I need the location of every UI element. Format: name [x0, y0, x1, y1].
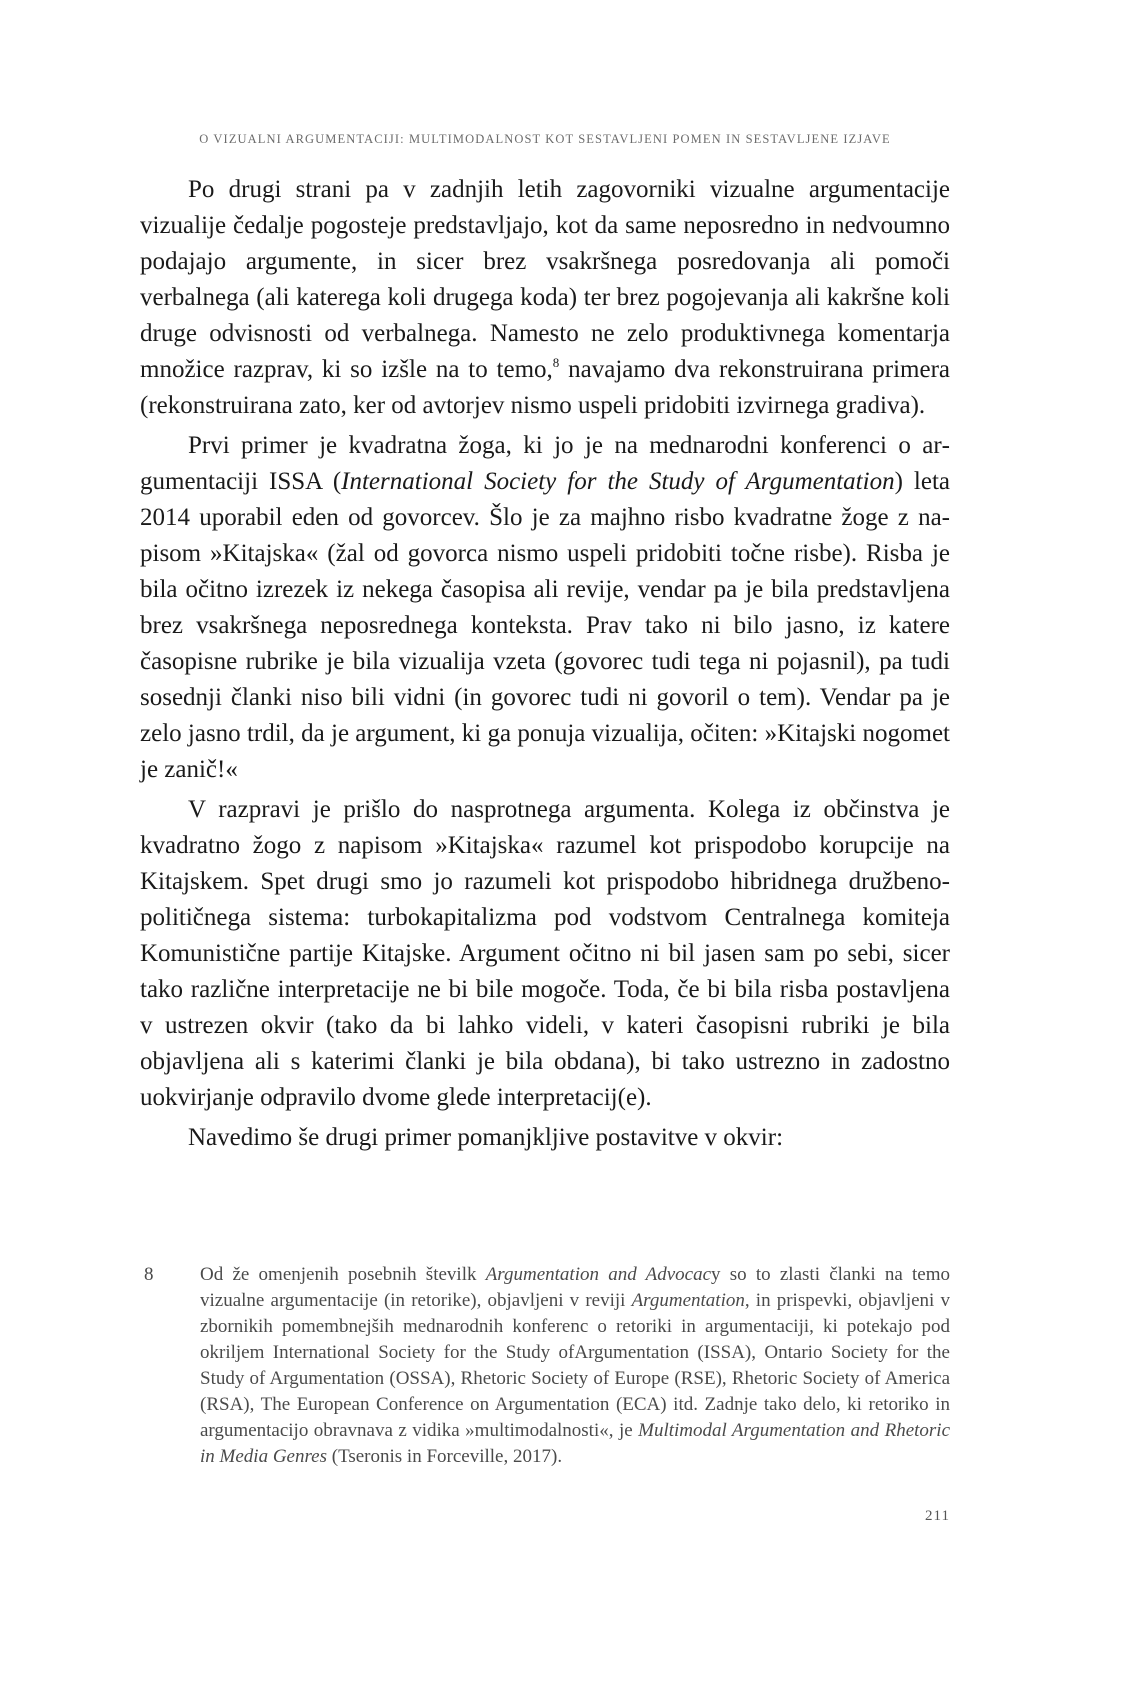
- footnote: [140, 1262, 950, 1470]
- main-text: [140, 172, 950, 1160]
- italic-title: International Society for the Study of Argumentation: [341, 468, 895, 495]
- footnote-number: 8: [144, 1264, 154, 1285]
- paragraph: Prvi primer je kvadratna žoga, ki jo je na mednarodni konferenci o argumentaciji ISSA (International Society for the Study of Argumentation) leta 2014 uporabil eden od govorcev. Šlo je za majhno risbo kvadratne žoge z napisom »Kitajska« (žal od govorca nismo uspeli pridobiti točne risbe). Risba je bila očitno izrezek iz nekega časopisa ali revije, vendar pa je bila predstavljena brez vsakršnega neposrednega konteksta. Prav tako ni bilo jasno, iz katere časopisne rubrike je bila vizualija vzeta (govorec tudi tega ni pojasnil), pa tudi sosednji članki niso bili vidni (in govorec tudi ni govoril o tem). Vendar pa je zelo jasno trdil, da je argument, ki ga ponuja vizualija, očiten: »Kitajski nogomet je zanič!«: [140, 432, 950, 783]
- running-header: O VIZUALNI ARGUMENTACIJI: MULTIMODALNOST KOT SESTAVLJENI POMEN IN SESTAVLJENE IZJAVE: [199, 132, 891, 146]
- footnote-reference[interactable]: 8: [552, 355, 560, 370]
- paragraph: Navedimo še drugi primer pomanjkljive postavitve v okvir:: [188, 1124, 784, 1151]
- footnote-text: Od že omenjenih posebnih številk Argumentation and Advocacy so to zlasti članki na temo vizualne argumentacije (in retorike), objavljeni v reviji Argumentation, in prispevki, objavljeni v zbornikih pomembnejših mednarodnih konferenc o retoriki in argumentaciji, ki potekajo pod okriljem International Society for the Study ofArgumentation (ISSA), Ontario Society for the Study of Argumentation (OSSA), Rhetoric Society of Europe (RSE), Rhetoric Society of America (RSA), The European Conference on Argumentation (ECA) itd. Zadnje tako delo, ki retoriko in argumentacijo obravnava z vidika »multimodalnosti«, je Multimodal Argumentation and Rhetoric in Media Genres (Tseronis in Forceville, 2017).: [200, 1264, 951, 1467]
- paragraph: Po drugi strani pa v zadnjih letih zagovorniki vizualne argumentacije vizualije čedalje pogosteje predstavljajo, kot da same neposredno in nedvoumno podajajo argumente, in sicer brez vsakršnega posredovanja ali pomoči verbalnega (ali katerega koli drugega koda) ter brez pogojevanja ali kakršne koli druge odvisnosti od verbalnega. Namesto ne zelo produktivnega komentarja množice razprav, ki so izšle na to temo,$^8$ navajamo dva rekonstruirana primera (rekonstruirana zato, ker od avtorjev nismo uspeli pridobiti izvirnega gradiva).: [140, 176, 950, 419]
- page-number: 211: [925, 1508, 950, 1524]
- footnotes: [140, 1262, 950, 1470]
- paragraph: V razpravi je prišlo do nasprotnega argumenta. Kolega iz občinstva je kvadratno žogo z napisom »Kitajska« razumel kot prispodobo korupcije na Kitajskem. Spet drugi smo jo razumeli kot prispodobo hibridnega družbeno-političnega sistema: turbokapitalizma pod vodstvom Centralnega komiteja Komunistične partije Kitajske. Argument očitno ni bil jasen sam po sebi, sicer tako različne interpretacije ne bi bile mogoče. Toda, če bi bila risba postavljena v ustrezen okvir (tako da bi lahko videli, v kateri časopisni rubriki je bila objavljena ali s katerimi članki je bila obdana), bi tako ustrezno in zadostno uokvirjanje odpravilo dvome glede interpretacij(e).: [140, 796, 950, 1111]
